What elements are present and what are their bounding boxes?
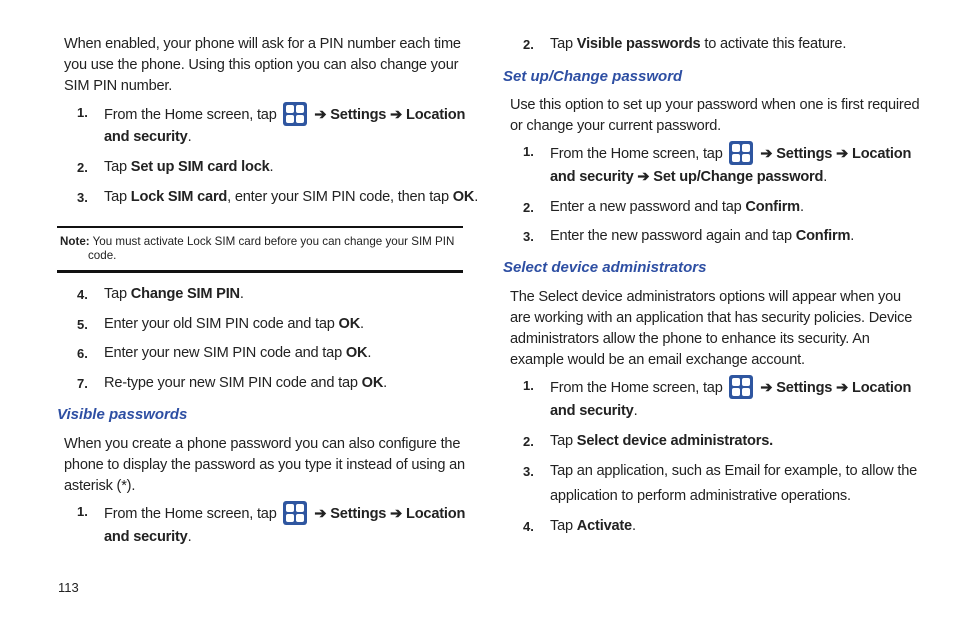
note: Note: You must activate Lock SIM card before you can change your SIM PIN code. bbox=[60, 235, 455, 262]
step-number: 2. bbox=[523, 200, 534, 215]
intro-line-2: you use the phone. Using this option you can also change your bbox=[64, 57, 459, 73]
step-number: 3. bbox=[77, 190, 88, 205]
note-top-rule bbox=[57, 226, 463, 228]
step-line: Tap an application, such as Email for example, to allow the bbox=[550, 463, 918, 479]
visible-text-line-3: asterisk (*). bbox=[64, 478, 136, 494]
section-heading-visible-passwords: Visible passwords bbox=[57, 406, 188, 423]
step-line: Tap Set up SIM card lock. bbox=[104, 159, 274, 175]
apps-grid-icon bbox=[283, 102, 307, 126]
step-number: 2. bbox=[77, 160, 88, 175]
step-line-cont: and security. bbox=[104, 529, 192, 545]
step-line-cont: application to perform administrative operations. bbox=[550, 488, 851, 504]
step-number: 3. bbox=[523, 229, 534, 244]
apps-grid-icon bbox=[283, 501, 307, 525]
step-line: From the Home screen, tap ➔ Settings ➔ Location bbox=[550, 375, 911, 399]
setup-text-line-1: Use this option to set up your password when one is first required bbox=[510, 97, 920, 113]
note-label: Note: bbox=[60, 235, 90, 248]
step-line: From the Home screen, tap ➔ Settings ➔ Location bbox=[104, 501, 465, 525]
visible-text-line-2: phone to display the password as you type it instead of using an bbox=[64, 457, 465, 473]
section-heading-set-up-change-password: Set up/Change password bbox=[503, 68, 683, 85]
step-line: Tap Visible passwords to activate this feature. bbox=[550, 36, 847, 52]
intro-line-3: SIM PIN number. bbox=[64, 78, 173, 94]
step-line: Enter a new password and tap Confirm. bbox=[550, 199, 804, 215]
step-number: 4. bbox=[523, 519, 534, 534]
apps-grid-icon bbox=[729, 375, 753, 399]
step-number: 1. bbox=[523, 378, 534, 393]
setup-text-line-2: or change your current password. bbox=[510, 118, 721, 134]
step-line: Tap Select device administrators. bbox=[550, 433, 773, 449]
section-heading-select-device-administrators: Select device administrators bbox=[503, 259, 707, 276]
step-line: From the Home screen, tap ➔ Settings ➔ Location bbox=[550, 141, 911, 165]
page-number: 113 bbox=[58, 580, 79, 595]
step-number: 3. bbox=[523, 464, 534, 479]
step-number: 5. bbox=[77, 317, 88, 332]
step-line: Enter your new SIM PIN code and tap OK. bbox=[104, 345, 372, 361]
step-line-cont: and security. bbox=[104, 129, 192, 145]
step-line-cont: and security ➔ Set up/Change password. bbox=[550, 169, 828, 185]
admin-text-line-1: The Select device administrators options will appear when you bbox=[510, 289, 901, 305]
step-line: From the Home screen, tap ➔ Settings ➔ Location bbox=[104, 102, 465, 126]
step-number: 1. bbox=[77, 105, 88, 120]
step-number: 2. bbox=[523, 37, 534, 52]
step-line: Re-type your new SIM PIN code and tap OK. bbox=[104, 375, 388, 391]
step-number: 6. bbox=[77, 346, 88, 361]
step-line: Tap Change SIM PIN. bbox=[104, 286, 244, 302]
step-number: 7. bbox=[77, 376, 88, 391]
admin-text-line-4: example would be an email exchange account. bbox=[510, 352, 805, 368]
admin-text-line-2: are working with an application that has security policies. Device bbox=[510, 310, 913, 326]
step-line: Tap Activate. bbox=[550, 518, 636, 534]
step-line: Tap Lock SIM card, enter your SIM PIN code, then tap OK. bbox=[104, 189, 479, 205]
step-line-cont: and security. bbox=[550, 403, 638, 419]
step-number: 2. bbox=[523, 434, 534, 449]
admin-text-line-3: administrators allow the phone to enhance its security. An bbox=[510, 331, 870, 347]
apps-grid-icon bbox=[729, 141, 753, 165]
note-bottom-rule bbox=[57, 270, 463, 273]
step-number: 4. bbox=[77, 287, 88, 302]
step-number: 1. bbox=[523, 144, 534, 159]
visible-text-line-1: When you create a phone password you can also configure the bbox=[64, 436, 461, 452]
intro-line-1: When enabled, your phone will ask for a PIN number each time bbox=[64, 36, 461, 52]
step-line: Enter the new password again and tap Confirm. bbox=[550, 228, 855, 244]
step-number: 1. bbox=[77, 504, 88, 519]
step-line: Enter your old SIM PIN code and tap OK. bbox=[104, 316, 364, 332]
